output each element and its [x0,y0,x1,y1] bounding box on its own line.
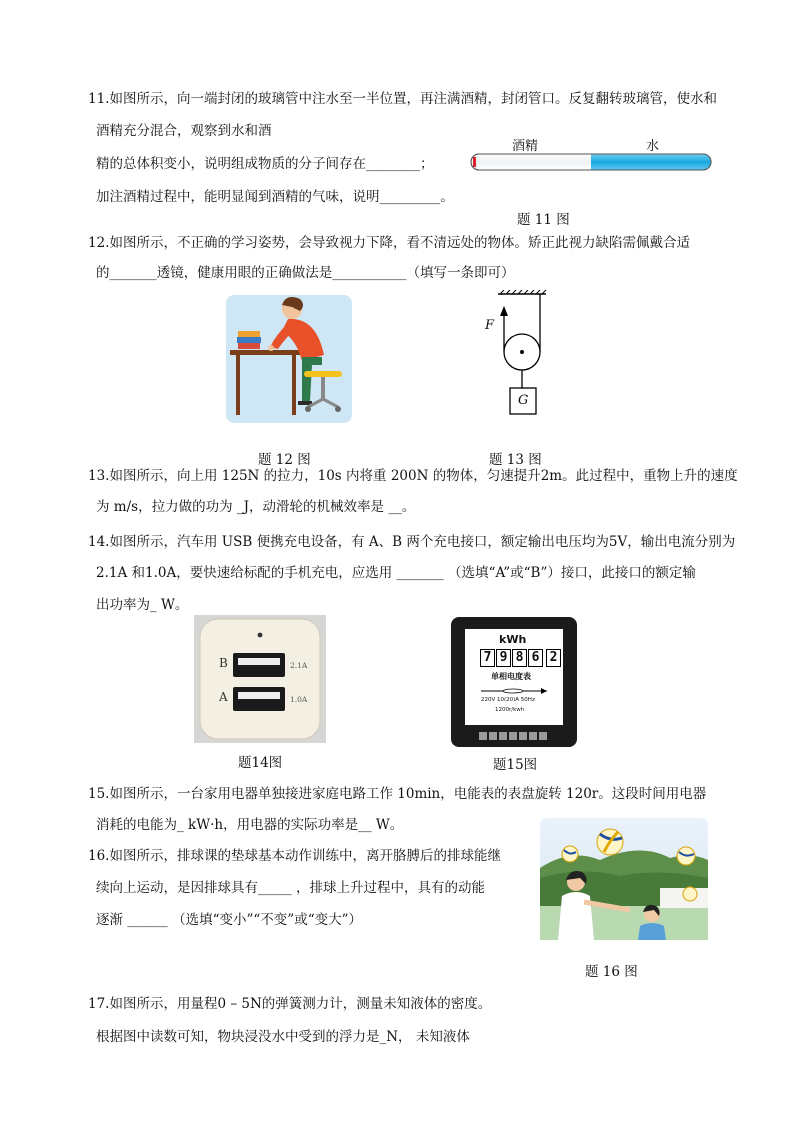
port-b-rating: 2.1A [290,661,308,670]
usb-charger-photo [194,615,326,743]
weight-label-G: G [518,393,529,408]
q17-line1: 17.如图所示，用量程0 – 5N的弹簧测力计，测量未知液体的密度。 [88,996,492,1012]
q13-line1: 13.如图所示，向上用 125N 的拉力，10s 内将重 200N 的物体，匀速提升2m。此过程中，重物上升的速度 [88,468,738,484]
fig13-caption: 题 13 图 [489,452,542,468]
q17-line2: 根据图中读数可知，物块浸没水中受到的浮力是_N， 未知液体 [96,1029,470,1045]
port-b-label: B [219,656,228,670]
tube-label-alcohol: 酒精 [512,139,539,154]
meter-digit-decimal: 2 [546,649,561,667]
q12-line1: 12.如图所示，不正确的学习姿势，会导致视力下降，看不清远处的物体。矫正此视力缺陷需佩戴合适 [88,235,690,251]
meter-digit: 6 [528,649,543,667]
port-a-label: A [219,690,228,704]
fig14-caption: 题14图 [238,755,283,771]
fig12-caption: 题 12 图 [258,452,311,468]
meter-digit: 8 [512,649,527,667]
q14-line2: 2.1A 和1.0A，要快速给标配的手机充电，应选用 _______ （选填“A”或“B”）接口，此接口的额定输 [96,565,696,581]
q11-line1: 11.如图所示，向一端封闭的玻璃管中注水至一半位置，再注满酒精，封闭管口。反复翻转玻璃管，使水和 [88,91,717,107]
fig11-caption: 题 11 图 [517,212,570,228]
q16-line1: 16.如图所示，排球课的垫球基本动作训练中，离开胳膊后的排球能继 [88,848,501,864]
fig16-caption: 题 16 图 [585,964,638,980]
q11-line3: 精的总体积变小，说明组成物质的分子间存在________； [96,156,434,172]
study-posture-illustration [226,295,352,423]
port-a-rating: 1.0A [290,695,308,704]
q15-line1: 15.如图所示，一台家用电器单独接进家庭电路工作 10min，电能表的表盘旋转 120r。这段时间用电器 [88,786,707,802]
q16-line2: 续向上运动，是因排球具有_____ ，排球上升过程中，具有的动能 [96,880,486,896]
meter-unit: kWh [499,633,527,646]
q15-line2: 消耗的电能为_ kW·h，用电器的实际功率是__ W。 [96,817,404,833]
q14-line3: 出功率为_ W。 [96,597,189,613]
q14-line1: 14.如图所示，汽车用 USB 便携充电设备，有 A、B 两个充电接口，额定输出电压均为5V，输出电流分别为 [88,534,736,550]
meter-spec: 220V 10(20)A 50Hz [481,697,535,703]
q13-line2: 为 m/s，拉力做的功为 _J，动滑轮的机械效率是 __。 [96,499,416,515]
q12-line2: 的_______透镜，健康用眼的正确做法是___________（填写一条即可） [96,265,515,281]
meter-display [480,649,561,667]
meter-constant: 1200r/kwh [495,707,525,713]
q11-line4: 加注酒精过程中，能明显闻到酒精的气味，说明_________。 [96,189,454,205]
tube-label-water: 水 [646,139,660,154]
glass-tube-figure [468,134,716,176]
q11-line2: 酒精充分混合，观察到水和酒 [96,123,272,139]
electric-meter-figure [451,617,577,747]
volleyball-training-photo [540,818,708,940]
meter-digit: 9 [496,649,511,667]
meter-digit: 7 [480,649,495,667]
force-label-F: F [485,318,495,333]
pulley-diagram [482,290,556,420]
q16-line3: 逐渐 ______ （选填“变小”“不变”或“变大”） [96,912,362,928]
fig15-caption: 题15图 [493,757,538,773]
meter-title: 单相电度表 [491,671,531,681]
